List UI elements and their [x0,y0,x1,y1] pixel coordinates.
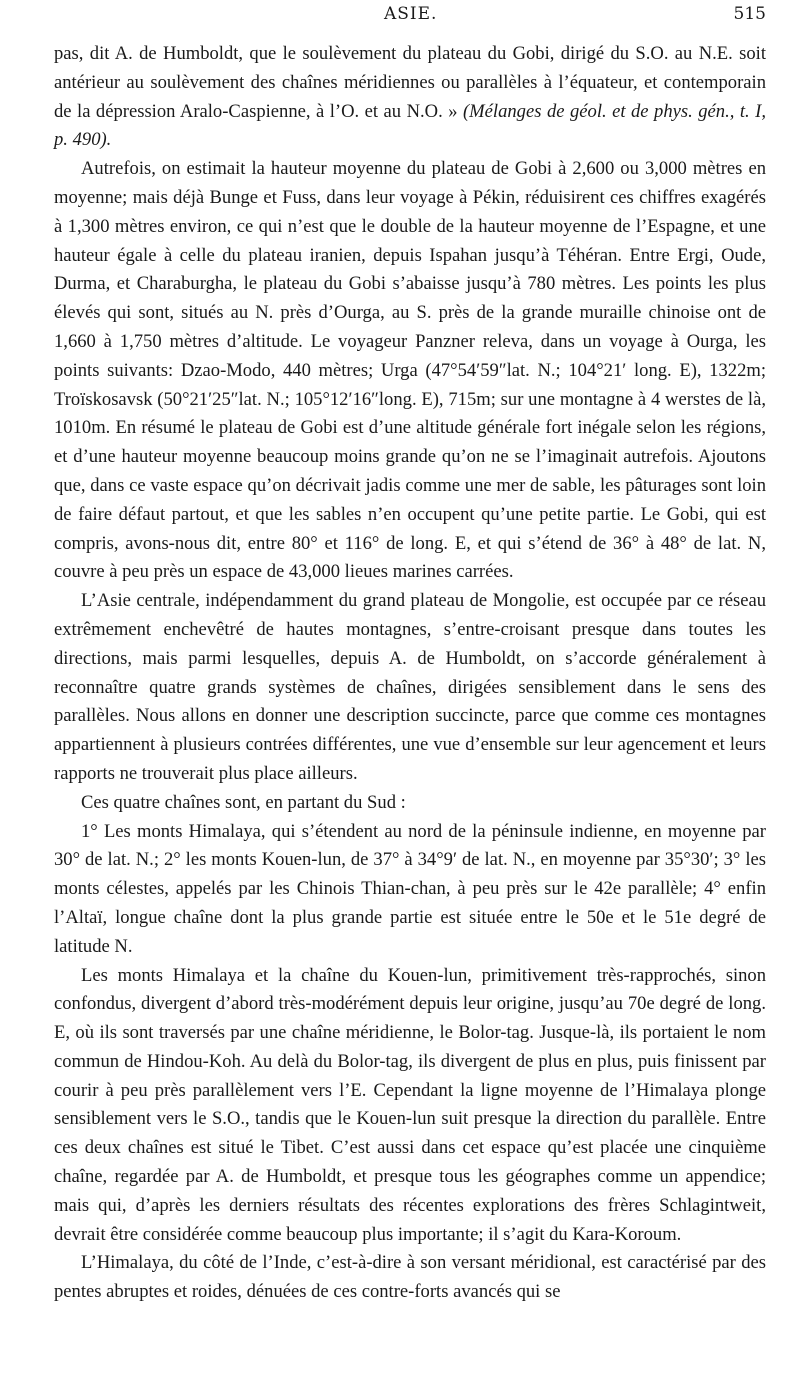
paragraph-5: 1° Les monts Himalaya, qui s’étendent au nord de la péninsule indienne, en moyenne par 30° de lat. N.; 2° les monts Kouen-lun, de 37° à 34°9′ de lat. N., en moyenne par 35°30′; 3° les monts célestes, appelés par les Chinois Thian-chan, à peu près sur le 42e parallèle; 4° enfin l’Altaï, longue chaîne dont la plus grande partie est située entre le 50e et le 51e degré de latitude N. [54,820,766,957]
paragraph-1-text: pas, dit A. de Humboldt, que le soulèvement du plateau du Gobi, dirigé du S.O. au N.E. soit antérieur au soulèvement des chaînes méridiennes ou parallèles à l’équateur, et contemporain de la dépression Aralo-Caspienne, à l’O. et au N.O. » [54,43,766,122]
running-head: ASIE. [384,4,438,24]
paragraph-1 [54,40,766,155]
body-text [54,40,766,1307]
paragraph-3: L’Asie centrale, indépendamment du grand plateau de Mongolie, est occupée par ce réseau extrêmement enchevêtré de hautes montagnes, s’entre-croisant presque dans toutes les directions, mais parmi lesquelles, depuis A. de Humboldt, on s’accorde généralement à reconnaître quatre grands systèmes de chaînes, dirigées sensiblement dans le sens des parallèles. Nous allons en donner une description succincte, parce que comme ces montagnes appartiennent à plusieurs contrées différentes, une vue d’ensemble sur leur agencement et leurs rapports ne trouverait plus place ailleurs. [54,590,766,784]
paragraph-7: L’Himalaya, du côté de l’Inde, c’est-à-dire à son versant méridional, est caractérisé par des pentes abruptes et roides, dénuées de ces contre-forts avancés qui se [54,1252,766,1303]
page-header [54,0,766,40]
citation: (Mélanges de géol. et de phys. gén., t. I, p. 490). [54,100,766,151]
book-page [54,0,766,1307]
page-number: 515 [733,4,766,24]
paragraph-6: Les monts Himalaya et la chaîne du Kouen-lun, primitivement très-rapprochés, sinon confondus, divergent d’abord très-modérément depuis leur origine, jusqu’au 70e degré de long. E, où ils sont traversés par une chaîne méridienne, le Bolor-tag. Jusque-là, ils portaient le nom commun de Hindou-Koh. Au delà du Bolor-tag, ils divergent de plus en plus, puis finissent par courir à peu près parallèlement vers l’E. Cependant la ligne moyenne de l’Himalaya plonge sensiblement vers le S.O., tandis que le Kouen-lun suit presque la direction du parallèle. Entre ces deux chaînes est situé le Tibet. C’est aussi dans cet espace qu’est placée une cinquième chaîne, regardée par A. de Humboldt, et presque tous les géographes comme un appendice; mais qui, d’après les derniers résultats des récentes explorations des frères Schlagintweit, devrait être considérée comme beaucoup plus importante; il s’agit du Kara-Koroum. [54,964,766,1245]
paragraph-4: Ces quatre chaînes sont, en partant du Sud : [81,791,406,813]
paragraph-2: Autrefois, on estimait la hauteur moyenne du plateau de Gobi à 2,600 ou 3,000 mètres en moyenne; mais déjà Bunge et Fuss, dans leur voyage à Pékin, réduisirent ces chiffres exagérés à 1,300 mètres environ, ce qui n’est que le double de la hauteur moyenne de l’Espagne, et une hauteur égale à celle du plateau iranien, depuis Ispahan jusqu’à Téhéran. Entre Ergi, Oude, Durma, et Charaburgha, le plateau du Gobi s’abaisse jusqu’à 780 mètres. Les points les plus élevés qui sont, situés au N. près d’Ourga, au S. près de la grande muraille chinoise ont de 1,660 à 1,750 mètres d’altitude. Le voyageur Panzner releva, dans un voyage à Ourga, les points suivants: Dzao-Modo, 440 mètres; Urga (47°54′59″lat. N.; 104°21′ long. E), 1322m; Troïskosavsk (50°21′25″lat. N.; 105°12′16″long. E), 715m; sur une montagne à 4 werstes de là, 1010m. En résumé le plateau de Gobi est d’une altitude générale fort inégale selon les régions, et d’une hauteur moyenne beaucoup moins grande qu’on ne se l’imaginait autrefois. Ajoutons que, dans ce vaste espace qu’on décrivait jadis comme une mer de sable, les pâturages sont loin de faire défaut partout, et que les sables n’en occupent qu’une petite partie. Le Gobi, qui est compris, avons-nous dit, entre 80° et 116° de long. E, et qui s’étend de 36° à 48° de lat. N, couvre à peu près un espace de 43,000 lieues marines carrées. [54,158,766,583]
